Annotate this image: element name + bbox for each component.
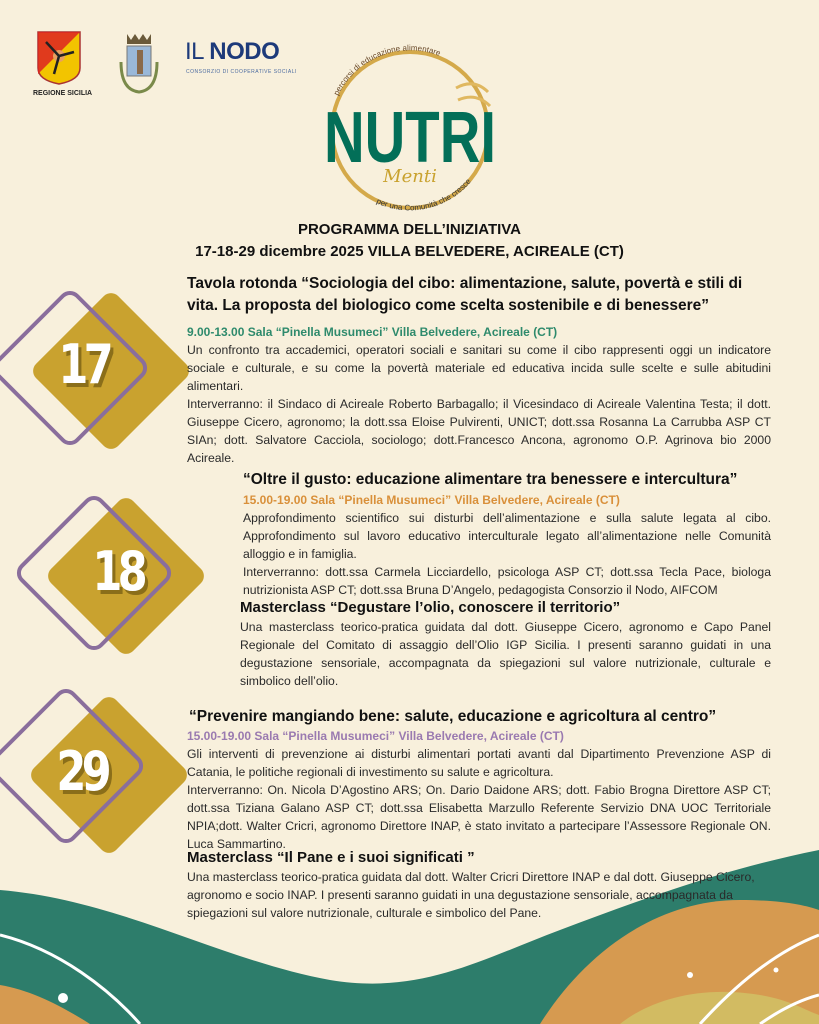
- il-nodo-logo: IL NODO: [185, 38, 280, 65]
- day-number-18: 18: [92, 540, 143, 603]
- day-17-description: Un confronto tra accademici, operatori sociali e sanitari su come il cibo rappresenti oggi un indicatore sociale e culturale, e su come la povertà materiale ed educativa incida sulle scelte e sulle abitudini alimentari.: [187, 343, 771, 393]
- nutrimenti-script-text: Menti: [383, 166, 437, 187]
- day-29-title: “Prevenire mangiando bene: salute, educazione e agricoltura al centro”: [189, 708, 717, 725]
- day-18-speakers: Interverranno: dott.ssa Carmela Licciardello, psicologa ASP CT; dott.ssa Tecla Pace, biologa nutrizionista ASP CT; dott.ssa Bruna D’Angelo, pedagogista Consorzio il Nodo, AIFCOM: [243, 565, 771, 597]
- nutrimenti-bottom-text: per una Comunità che cresce: [375, 176, 473, 213]
- day-number-29: 29: [56, 740, 107, 803]
- day-18-description: Approfondimento scientifico sui disturbi dell’alimentazione e sulla salute legata al cibo. Approfondimento sul lavoro educativo interculturale legato all’alimentazione nelle Comunità alloggio e in famiglia.: [243, 511, 771, 561]
- day-17-speakers: Interverranno: il Sindaco di Acireale Roberto Barbagallo; il Vicesindaco di Acireale Valentina Testa; il dott. Giuseppe Cicero, agronomo; la dott.ssa Eloise Pulvirenti, UNICT; dott.ssa Rosanna La Carrubba ASP CT SIAn; dott. Salvatore Cacciola, sociologo; dott.Francesco Ancona, agronomo O.P. Agrinova bio 2000 Acireale.: [187, 397, 771, 465]
- nutrimenti-top-text: percorsi di educazione alimentare: [331, 43, 442, 97]
- day-18-time: 15.00-19.00 Sala “Pinella Musumeci” Villa Belvedere, Acireale (CT): [243, 493, 620, 507]
- day-17-time: 9.00-13.00 Sala “Pinella Musumeci” Villa Belvedere, Acireale (CT): [187, 325, 558, 339]
- day-29-speakers: Interverranno: On. Nicola D’Agostino ARS; On. Dario Daidone ARS; dott. Fabio Brogna Direttore ASP CT; dott.ssa Tiziana Galano ASP CT; dott.ssa Elisabetta Marzullo Referente Servizio DNA UOC Territoriale NPIA;dott. Walter Cricri, agronomo Direttore INAP, è stato invitato a partecipare l’Assessore Regionale ON. Luca Sammartino.: [187, 783, 771, 851]
- nutrimenti-main-text: NUTRI: [324, 98, 496, 178]
- regione-sicilia-label: REGIONE SICILIA: [33, 90, 93, 97]
- nutrimenti-logo: [318, 40, 503, 220]
- day-29-time: 15.00-19.00 Sala “Pinella Musumeci” Villa Belvedere, Acireale (CT): [187, 729, 564, 743]
- day-29-masterclass-text: Una masterclass teorico-pratica guidata dal dott. Walter Cricri Direttore INAP e dal dott. Giuseppe Cicero, agronomo e socio INAP. I presenti saranno guidati in una degustazione sensoriale, accompagnata da spiegazioni sul valore nutrizionale, culturale e simbolico del Pane.: [187, 870, 755, 920]
- day-18-masterclass-text: Una masterclass teorico-pratica guidata dal dott. Giuseppe Cicero, agronomo e Capo Panel Regionale del Comitato di assaggio dell’Olio IGP Sicilia. I presenti saranno guidati in una degustazione sensoriale, accompagnata da spiegazioni sul valore nutrizionale, culturale e simbolico dell’olio.: [240, 620, 771, 688]
- program-title: PROGRAMMA DELL’INIZIATIVA: [297, 221, 522, 238]
- regione-sicilia-shield-logo: [36, 30, 82, 85]
- day-29-masterclass-title: Masterclass “Il Pane e i suoi significati ”: [187, 849, 475, 866]
- day-number-17: 17: [58, 333, 109, 396]
- day-29-description: Gli interventi di prevenzione ai disturbi alimentari portati avanti dal Dipartimento Prevenzione ASP di Catania, le politiche regionali di investimento su salute e agricoltura.: [187, 747, 771, 779]
- acireale-crest-logo: [117, 32, 161, 96]
- day-18-title: “Oltre il gusto: educazione alimentare tra benessere e intercultura”: [243, 471, 738, 488]
- program-dates: 17-18-29 dicembre 2025 VILLA BELVEDERE, ACIREALE (CT): [195, 243, 624, 260]
- day-17-title: Tavola rotonda “Sociologia del cibo: alimentazione, salute, povertà e stili di vita. La proposta del biologico come scelta sostenibile e di benessere”: [187, 275, 743, 314]
- day-18-masterclass-title: Masterclass “Degustare l’olio, conoscere il territorio”: [240, 599, 621, 616]
- il-nodo-subtitle: CONSORZIO DI COOPERATIVE SOCIALI: [186, 69, 297, 75]
- svg-text:percorsi di educazione aliment: [332, 43, 443, 97]
